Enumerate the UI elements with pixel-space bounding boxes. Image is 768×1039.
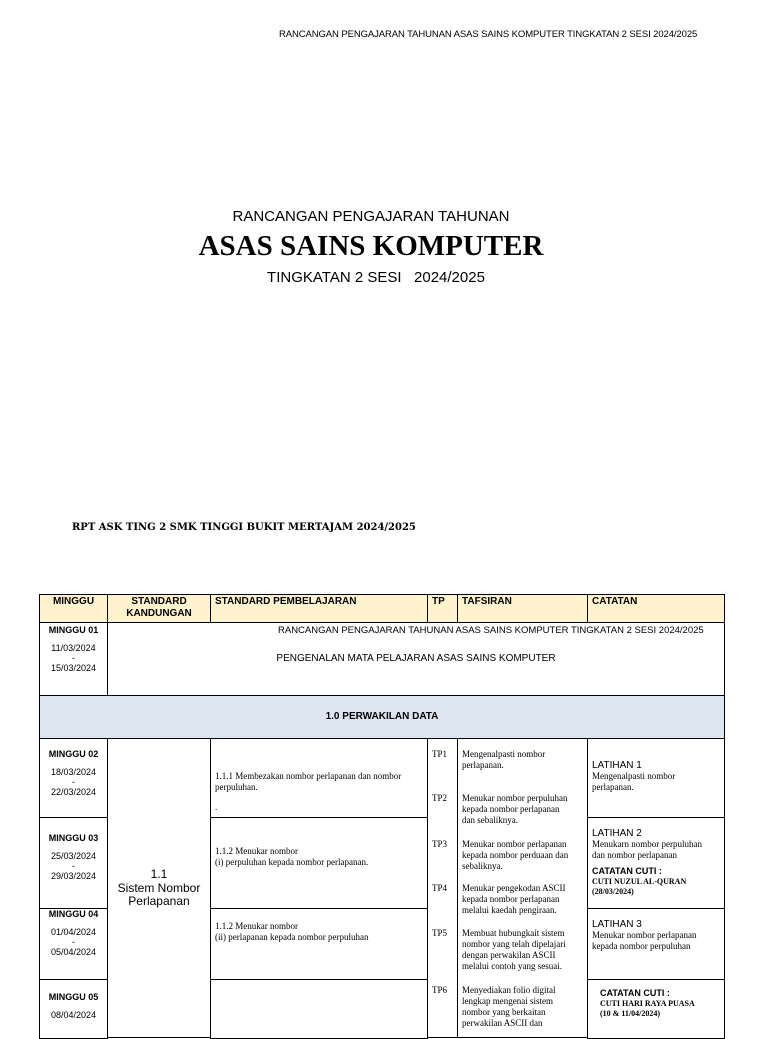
week-dash: - xyxy=(72,861,75,871)
sp-text: 1.1.1 Membezakan nombor perlapanan dan nombor xyxy=(215,771,402,781)
week-label: MINGGU 01 xyxy=(48,625,99,635)
sk-title-line2: Perlapanan xyxy=(128,894,190,908)
tafsiran-line: Membuat hubungkait sistem xyxy=(462,928,565,938)
week-start: 18/03/2024 xyxy=(50,767,97,777)
week-cell-02 xyxy=(39,738,108,818)
catatan-title: LATIHAN 1 xyxy=(592,760,642,771)
week-label: MINGGU 05 xyxy=(48,992,99,1002)
week-label: MINGGU 03 xyxy=(48,833,99,843)
sp-text: (ii) perlapanan kepada nombor perpuluhan xyxy=(215,932,369,942)
tafsiran-line: melalui contoh yang sesuai. xyxy=(462,961,562,971)
catatan-cuti-date: (28/03/2024) xyxy=(592,887,634,896)
sp-text: perpuluhan. xyxy=(215,782,258,792)
tafsiran-tp2 xyxy=(462,793,567,826)
tafsiran-line: kepada nombor perduaan dan xyxy=(462,850,569,860)
tp-level: TP2 xyxy=(432,793,448,803)
week-dash: - xyxy=(72,937,75,947)
tp-level: TP1 xyxy=(432,749,448,759)
tafsiran-line: Menukar nombor perlapanan xyxy=(462,839,567,849)
tafsiran-tp1 xyxy=(462,749,545,771)
doc-title-session: TINGKATAN 2 SESI 2024/2025 xyxy=(267,269,485,286)
tafsiran-line: Menukar pengekodan ASCII xyxy=(462,883,566,893)
intro-cell xyxy=(107,622,725,696)
catatan-title: LATIHAN 3 xyxy=(592,919,642,930)
tp-level: TP3 xyxy=(432,839,448,849)
sp-dot: . xyxy=(215,802,218,812)
catatan-text: Menukar nombor perlapanan xyxy=(592,930,697,940)
week-start: 25/03/2024 xyxy=(50,851,97,861)
catatan-cuti-label: CATATAN CUTI : xyxy=(592,866,662,876)
intro-running-header: RANCANGAN PENGAJARAN TAHUNAN ASAS SAINS KOMPUTER TINGKATAN 2 SESI 2024/2025 xyxy=(278,625,704,636)
sp-cell-3 xyxy=(210,908,428,980)
tafsiran-line: perlapanan. xyxy=(462,760,504,770)
tp-level: TP6 xyxy=(432,985,448,995)
sk-number: 1.1 xyxy=(150,867,168,881)
standard-kandungan-cell xyxy=(107,738,211,1038)
week-end: 29/03/2024 xyxy=(50,871,97,881)
week-start: 08/04/2024 xyxy=(50,1010,97,1020)
week-start: 11/03/2024 xyxy=(51,643,96,653)
tafsiran-line: kepada nombor perlapanan xyxy=(462,804,560,814)
week-end: 15/03/2024 xyxy=(50,663,97,673)
tafsiran-line: Menukar nombor perpuluhan xyxy=(462,793,568,803)
catatan-cuti-name: CUTI HARI RAYA PUASA xyxy=(600,999,695,1008)
week-start: 01/04/2024 xyxy=(50,927,97,937)
tafsiran-line: dengan perwakilan ASCII xyxy=(462,950,556,960)
catatan-cell-2 xyxy=(587,817,725,909)
sk-title-line1: Sistem Nombor xyxy=(117,880,201,895)
catatan-cell-4 xyxy=(587,979,725,1039)
th-sk-line2: KANDUNGAN xyxy=(126,608,192,619)
catatan-cell-3 xyxy=(587,908,725,980)
th-tafsiran: TAFSIRAN xyxy=(457,594,588,623)
week-cell-05 xyxy=(39,979,108,1039)
running-header: RANCANGAN PENGAJARAN TAHUNAN ASAS SAINS KOMPUTER TINGKATAN 2 SESI 2024/2025 xyxy=(279,29,698,40)
th-standard-pembelajaran: STANDARD PEMBELAJARAN xyxy=(210,594,428,623)
catatan-text: kepada nombor perpuluhan xyxy=(592,941,691,951)
week-label: MINGGU 02 xyxy=(48,749,99,759)
tafsiran-cell xyxy=(457,738,588,1038)
tafsiran-line: perwakilan ASCII dan xyxy=(462,1018,543,1028)
tafsiran-line: Menyediakan folio digital xyxy=(462,985,556,995)
doc-title-main: ASAS SAINS KOMPUTER xyxy=(198,230,544,262)
catatan-cuti-date: (10 & 11/04/2024) xyxy=(600,1009,660,1018)
tafsiran-line: sebaliknya. xyxy=(462,861,503,871)
tafsiran-line: Mengenalpasti nombor xyxy=(462,749,546,759)
sp-text: 1.1.2 Menukar nombor xyxy=(215,846,298,856)
catatan-cell-1 xyxy=(587,738,725,818)
sp-text: (i) perpuluhan kepada nombor perlapanan. xyxy=(215,857,369,867)
intro-text: PENGENALAN MATA PELAJARAN ASAS SAINS KOMPUTER xyxy=(276,653,556,664)
week-dash: - xyxy=(72,777,75,787)
tp-level: TP4 xyxy=(432,883,448,893)
week-cell-03 xyxy=(39,817,108,909)
tafsiran-line: nombor yang berkaitan xyxy=(462,1007,546,1017)
sp-cell-4 xyxy=(210,979,428,1039)
tafsiran-tp4 xyxy=(462,883,565,916)
tafsiran-tp3 xyxy=(462,839,568,872)
tafsiran-line: kepada nombor perlapanan xyxy=(462,894,560,904)
catatan-text: Mengenalpasti nombor xyxy=(592,771,676,781)
th-sk-line1: STANDARD xyxy=(131,596,187,607)
catatan-title: LATIHAN 2 xyxy=(592,828,642,839)
tafsiran-line: lengkap mengenai sistem xyxy=(462,996,553,1006)
catatan-cuti-name: CUTI NUZUL AL-QURAN xyxy=(592,877,687,886)
week-end: 05/04/2024 xyxy=(50,947,97,957)
th-catatan: CATATAN xyxy=(587,594,725,623)
tafsiran-line: dan sebaliknya. xyxy=(462,815,518,825)
tafsiran-tp5 xyxy=(462,928,566,972)
week-cell-01 xyxy=(39,622,108,696)
doc-title-line1: RANCANGAN PENGAJARAN TAHUNAN xyxy=(232,208,510,225)
tp-level: TP5 xyxy=(432,928,448,938)
catatan-text: dan nombor perlapanan xyxy=(592,850,677,860)
tafsiran-tp6 xyxy=(462,985,555,1029)
week-dash: - xyxy=(72,653,75,663)
sp-text: 1.1.2 Menukar nombor xyxy=(215,921,298,931)
th-minggu: MINGGU xyxy=(39,594,108,623)
tafsiran-line: nombor yang telah dipelajari xyxy=(462,939,566,949)
section-row: 1.0 PERWAKILAN DATA xyxy=(39,695,725,739)
th-tp: TP xyxy=(427,594,458,623)
rpt-table xyxy=(39,594,725,1028)
tp-cell xyxy=(427,738,458,1038)
sp-cell-1 xyxy=(210,738,428,818)
catatan-cuti-label: CATATAN CUTI : xyxy=(600,988,670,998)
th-standard-kandungan xyxy=(107,594,211,623)
rpt-label: RPT ASK TING 2 SMK TINGGI BUKIT MERTAJAM 2024/2025 xyxy=(72,522,416,533)
catatan-text: perlapanan. xyxy=(592,782,634,792)
tafsiran-line: melalui kaedah pengiraan. xyxy=(462,905,557,915)
week-label: MINGGU 04 xyxy=(48,909,99,919)
sp-cell-2 xyxy=(210,817,428,909)
week-cell-04 xyxy=(39,908,108,980)
week-end: 22/03/2024 xyxy=(50,787,97,797)
catatan-text: Menukarn nombor perpuluhan xyxy=(592,839,702,849)
